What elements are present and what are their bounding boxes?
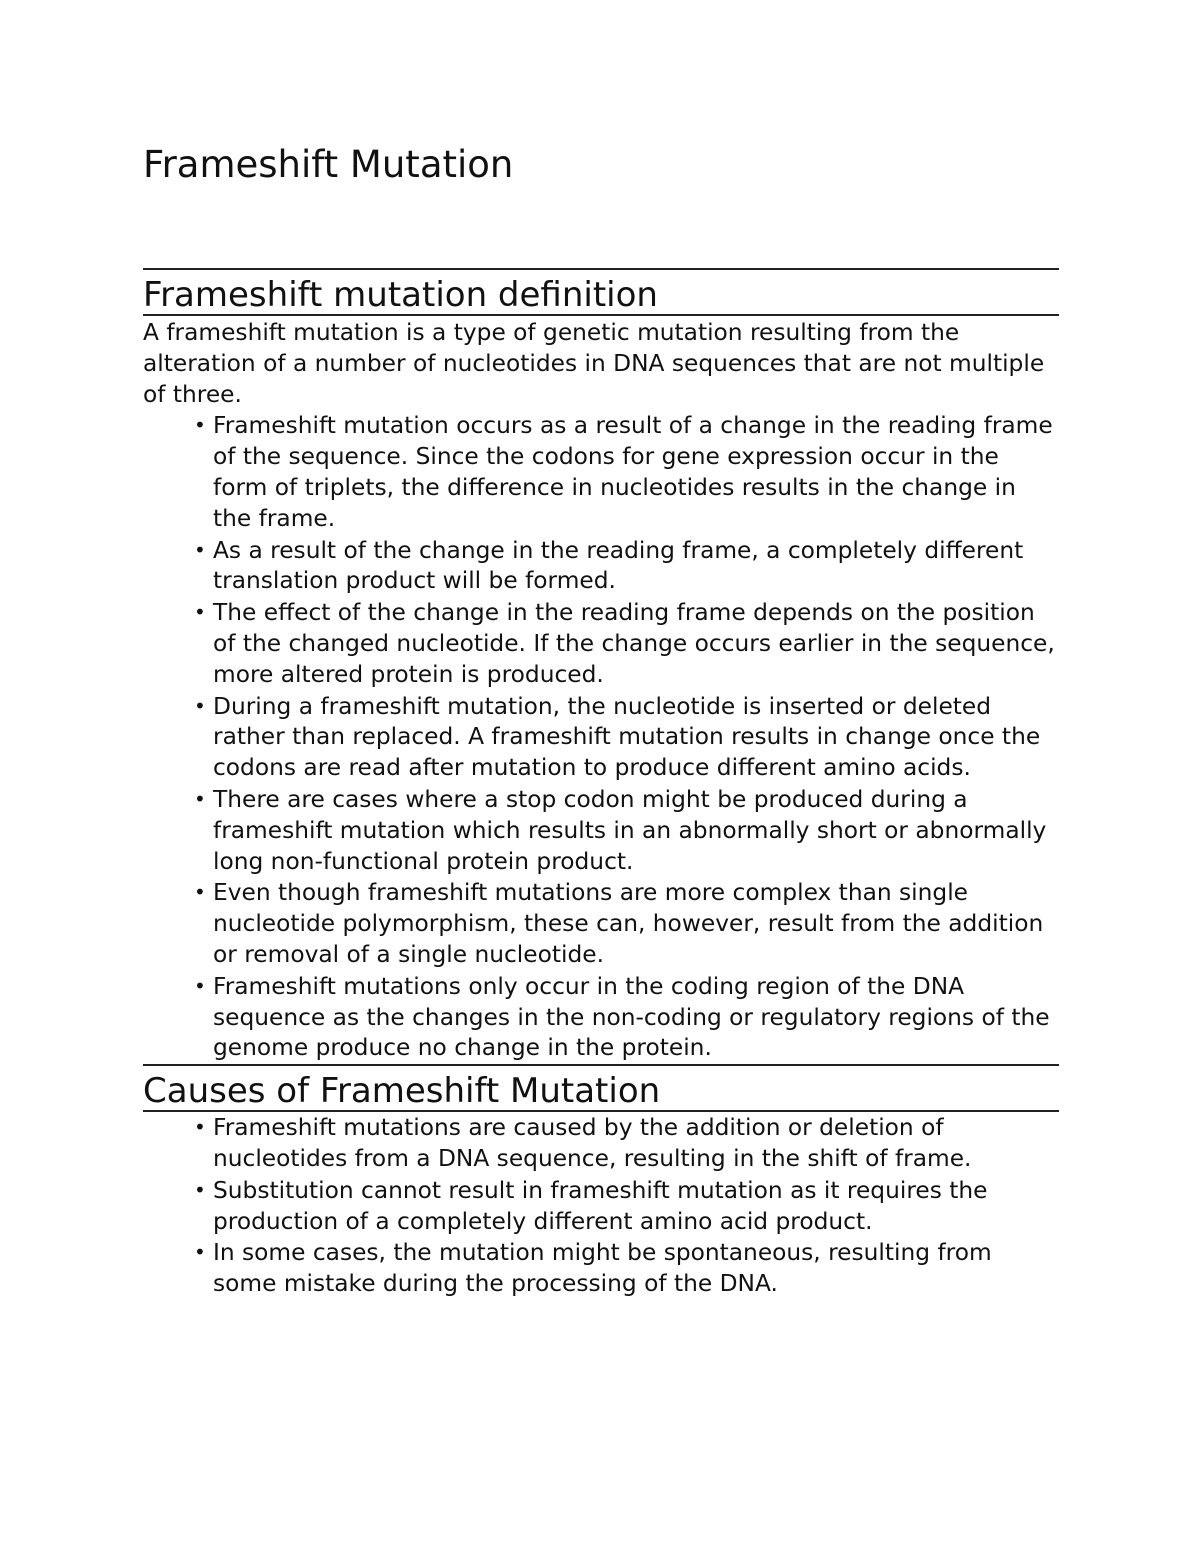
causes-bullet-list [143, 1112, 1063, 1300]
list-item [143, 1237, 1059, 1300]
list-item-text: The effect of the change in the reading frame depends on the position of the changed nucleotide. If the change occurs earlier in the sequence, more altered protein is produced. [213, 599, 1055, 688]
list-item [143, 1112, 1059, 1175]
list-item-text: Substitution cannot result in frameshift mutation as it requires the production of a completely different amino acid product. [213, 1176, 988, 1235]
list-item-text: In some cases, the mutation might be spontaneous, resulting from some mistake during the processing of the DNA. [213, 1239, 992, 1298]
list-item [143, 877, 1059, 970]
bullet-icon: • [194, 973, 206, 998]
list-item-text: During a frameshift mutation, the nucleotide is inserted or deleted rather than replaced. A frameshift mutation results in change once the codons are read after mutation to produce different amino acids. [213, 692, 1041, 782]
list-item [143, 410, 1059, 534]
bullet-icon: • [194, 880, 206, 905]
bullet-icon: • [194, 600, 206, 625]
list-item-text: Frameshift mutations are caused by the addition or deletion of nucleotides from a DNA sequence, resulting in the shift of frame. [213, 1114, 972, 1172]
list-item-text: There are cases where a stop codon might be produced during a frameshift mutation which results in an abnormally short or abnormally long non-functional protein product. [213, 785, 1047, 875]
list-item-text: Frameshift mutation occurs as a result of a change in the reading frame of the sequence. Since the codons for gene expression occur in the form of triplets, the difference in nucleotides results in the change in the frame. [213, 412, 1053, 532]
list-item-text: Even though frameshift mutations are more complex than single nucleotide polymorphism, these can, however, result from the addition or removal of a single nucleotide. [213, 879, 1044, 968]
definition-paragraph: A frameshift mutation is a type of genetic mutation resulting from the alteration of a number of nucleotides in DNA sequences that are not multiple of three. [143, 319, 1045, 408]
definition-bullet-list [143, 410, 1063, 1064]
section-definition [143, 270, 1063, 1064]
section-heading-definition: Frameshift mutation definition [143, 275, 658, 315]
bullet-icon: • [194, 786, 206, 811]
section-heading-causes: Causes of Frameshift Mutation [143, 1071, 661, 1112]
document-title: Frameshift Mutation [143, 143, 514, 186]
bullet-icon: • [194, 1115, 206, 1140]
list-item [143, 1175, 1059, 1238]
bullet-icon: • [194, 1177, 206, 1202]
list-item [143, 784, 1059, 877]
section-causes [143, 1066, 1063, 1300]
bullet-icon: • [194, 537, 206, 562]
bullet-icon: • [194, 1240, 206, 1265]
document-page [143, 140, 1063, 1300]
list-item [143, 691, 1059, 784]
list-item-text: As a result of the change in the reading frame, a completely different translation product will be formed. [213, 536, 1024, 595]
bullet-icon: • [194, 413, 206, 438]
list-item-text: Frameshift mutations only occur in the coding region of the DNA sequence as the changes in the non-coding or regulatory regions of the genome produce no change in the protein. [213, 972, 1050, 1062]
list-item [143, 971, 1059, 1064]
list-item [143, 597, 1059, 690]
list-item [143, 535, 1059, 598]
bullet-icon: • [194, 693, 206, 718]
